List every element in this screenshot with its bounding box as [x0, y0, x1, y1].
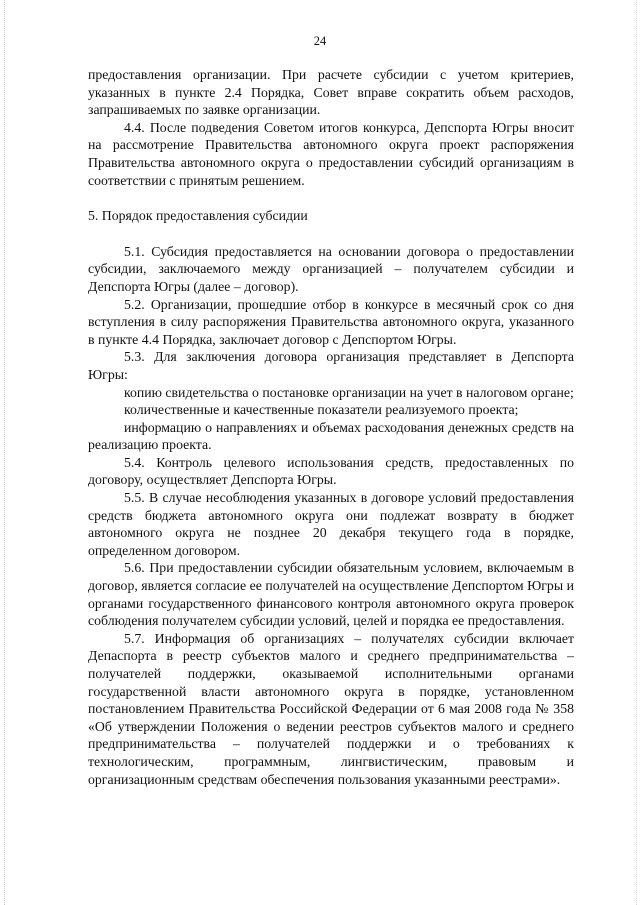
page-number: 24 [313, 34, 327, 48]
paragraph-5-3: 5.3. Для заключения договора организация представляет в Депспорта Югры: [88, 349, 574, 382]
paragraph-5-4: 5.4. Контроль целевого использования средств, предоставленных по договору, осуществляет Депспорта Югры. [88, 454, 574, 488]
scan-left-edge [4, 0, 6, 905]
section-heading: 5. Порядок предоставления субсидии [88, 208, 308, 224]
list-item-expenses: информацию о направлениях и объемах расходования денежных средств на реализацию проекта. [88, 419, 574, 453]
list-item-certificate: копию свидетельства о постановке организации на учет в налоговом органе; [124, 384, 574, 400]
paragraph-continuation: предоставления организации. При расчете субсидии с учетом критериев, указанных в пункте 2.4 Порядка, Совет вправе сократить объем расходов, запрашиваемых по заявке организации. [88, 67, 574, 118]
paragraph-5-6: 5.6. При предоставлении субсидии обязательным условием, включаемым в договор, является согласие ее получателей на осуществление Депспортом Югры и органами государственного финансового контроля автономного округа проверок соблюдения получателем субсидии условий, целей и порядка ее предоставления. [88, 560, 574, 629]
scan-right-edge [636, 0, 638, 905]
document-body [88, 66, 574, 788]
paragraph-5-1: 5.1. Субсидия предоставляется на основании договора о предоставлении субсидии, заключаемого между организацией – получателем субсидии и Депспорта Югры (далее – договор). [88, 243, 574, 294]
list-item-indicators: количественные и качественные показатели реализуемого проекта; [124, 402, 519, 418]
paragraph-5-7: 5.7. Информация об организациях – получателях субсидии включает Депаспорта в реестр субъектов малого и среднего предпринимательства – получателей поддержки, оказываемой исполнительными органами государственной власти автономного округа в порядке, установленном постановлением Правительства Российской Федерации от 6 мая 2008 года № 358 «Об утверждении Положения о ведении реестров субъектов малого и среднего предпринимательства – получателей поддержки и о требованиях к технологическим, программным, лингвистическим, правовым и организационным средствам обеспечения пользования указанными реестрами». [88, 630, 574, 787]
paragraph-5-2: 5.2. Организации, прошедшие отбор в конкурсе в месячный срок со дня вступления в силу распоряжения Правительства автономного округа, указанного в пункте 4.4 Порядка, заключает договор с Депспортом Югры. [88, 296, 574, 347]
paragraph-5-5: 5.5. В случае несоблюдения указанных в договоре условий предоставления средств бюджета автономного округа они подлежат возврату в бюджет автономного округа не позднее 20 декабря текущего года в порядке, определенном договором. [88, 490, 574, 558]
paragraph-4-4: 4.4. После подведения Советом итогов конкурса, Депспорта Югры вносит на рассмотрение Правительства автономного округа проект распоряжения Правительства автономного округа о предоставлении субсидий организациям в соответствии с принятым решением. [88, 119, 574, 188]
